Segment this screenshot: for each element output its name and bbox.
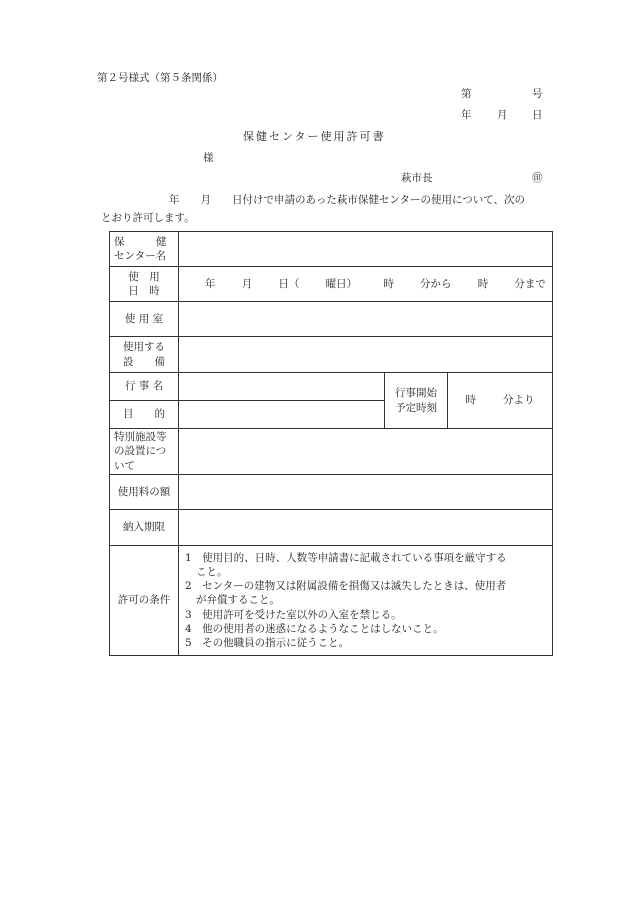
datetime-field[interactable] — [179, 267, 553, 302]
dt-minute-from: 分から — [420, 277, 452, 290]
document-title: 保健センター使用許可書 — [243, 130, 386, 143]
document-number-prefix: 第 — [461, 88, 472, 100]
date-month: 月 — [497, 109, 508, 121]
due-date-field[interactable] — [179, 510, 553, 546]
special-facility-label: 特別施設等の設置について — [110, 429, 179, 475]
equipment-label — [110, 337, 179, 373]
issuer-mayor: 萩市長 — [401, 172, 433, 184]
row-room — [110, 302, 553, 337]
row-due — [110, 510, 553, 546]
date-day: 日 — [532, 109, 543, 121]
equipment-label-line2: 設 備 — [123, 355, 165, 368]
row-special — [110, 429, 553, 475]
row-event — [110, 373, 553, 401]
datetime-label-line1: 使 用 — [128, 270, 160, 283]
start-minute: 分より — [503, 394, 535, 407]
condition-2-cont: が弁償すること。 — [196, 594, 280, 607]
start-time-label — [385, 373, 448, 429]
dt-minute-to: 分まで — [514, 277, 546, 290]
conditions-list — [179, 546, 553, 656]
condition-1-cont: こと。 — [196, 566, 228, 579]
condition-4: 4 他の使用者の迷惑になるようなことはしないこと。 — [185, 622, 444, 635]
row-datetime — [110, 267, 553, 302]
dt-year: 年 — [205, 277, 216, 290]
fee-label: 使用料の額 — [110, 475, 179, 510]
row-fee — [110, 475, 553, 510]
start-time-label-line2: 予定時刻 — [395, 401, 437, 414]
start-time-field[interactable] — [448, 373, 553, 429]
room-label: 使 用 室 — [110, 302, 179, 337]
condition-1: 1 使用目的、日時、人数等申請書に記載されている事項を厳守する — [185, 551, 507, 564]
date-year: 年 — [461, 109, 472, 121]
datetime-label — [110, 267, 179, 302]
event-name-label: 行 事 名 — [110, 373, 179, 401]
row-center-name — [110, 232, 553, 267]
seal-mark: ㊞ — [532, 172, 543, 184]
center-name-field[interactable] — [179, 232, 553, 267]
permit-table — [109, 231, 553, 656]
dt-day: 日（ — [278, 277, 300, 290]
dt-month: 月 — [241, 277, 253, 290]
dt-hour-from: 時 — [383, 277, 394, 290]
fee-field[interactable] — [179, 475, 553, 510]
equipment-label-line1: 使用する — [123, 341, 165, 354]
center-name-label — [110, 232, 179, 267]
event-name-field[interactable] — [179, 373, 385, 401]
document-number-suffix: 号 — [532, 88, 543, 100]
datetime-label-line2: 日 時 — [128, 285, 160, 297]
addressee-suffix: 様 — [203, 152, 214, 164]
room-field[interactable] — [179, 302, 553, 337]
body-text-line-2: とおり許可します。 — [101, 212, 195, 224]
center-name-label-line1: 保 健 — [114, 235, 167, 248]
condition-2: 2 センターの建物又は附属設備を損傷又は滅失したときは、使用者 — [185, 580, 507, 593]
form-id: 第２号様式（第５条関係） — [97, 72, 223, 84]
condition-3: 3 使用許可を受けた室以外の入室を禁じる。 — [185, 608, 402, 621]
special-facility-field[interactable] — [179, 429, 553, 475]
row-conditions — [110, 546, 553, 656]
purpose-field[interactable] — [179, 401, 385, 429]
equipment-field[interactable] — [179, 337, 553, 373]
dt-weekday: 曜日） — [325, 277, 358, 290]
start-time-label-line1: 行事開始 — [395, 387, 437, 400]
start-hour: 時 — [465, 394, 476, 407]
conditions-label: 許可の条件 — [110, 546, 179, 656]
condition-5: 5 その他職員の指示に従うこと。 — [185, 636, 350, 649]
due-date-label: 納入期限 — [110, 510, 179, 546]
row-equipment — [110, 337, 553, 373]
purpose-label: 目 的 — [110, 401, 179, 429]
body-text-line-1: 年 月 日付けで申請のあった萩市保健センターの使用について、次の — [169, 194, 526, 206]
dt-hour-to: 時 — [477, 277, 489, 290]
center-name-label-line2: センター名 — [114, 250, 167, 262]
